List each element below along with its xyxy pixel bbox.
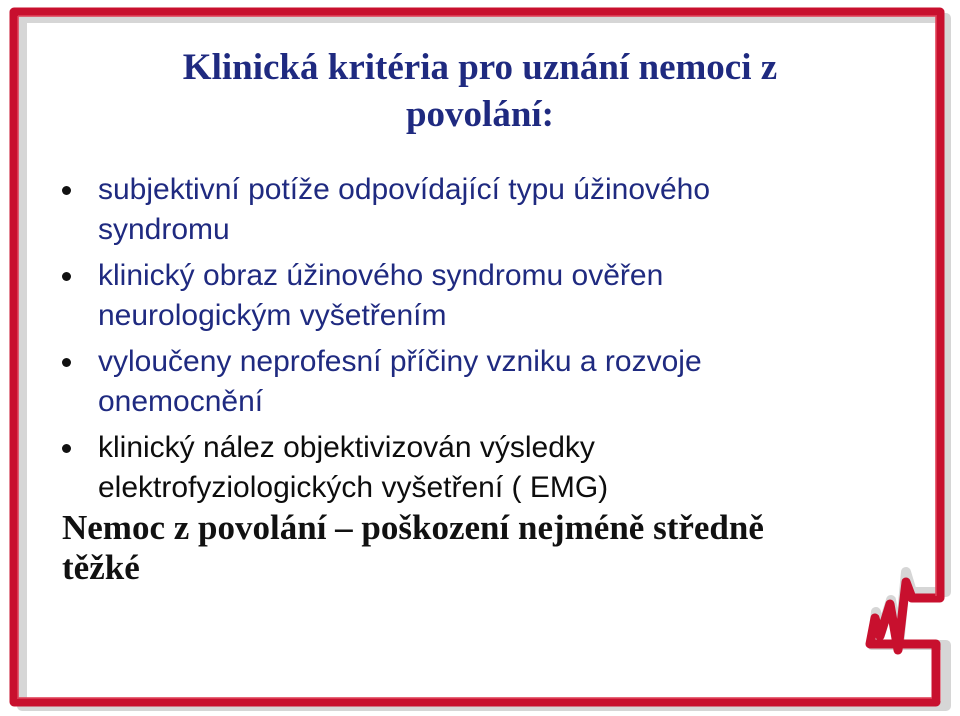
list-item-line-2: neurologickým vyšetřením [98,299,447,332]
bullet-dot-icon [62,186,71,195]
list-item-line-2: syndromu [98,213,230,246]
list-item [62,428,862,508]
list-item-line-1: klinický nález objektivizován výsledky [98,431,595,464]
list-item-line-2: onemocnění [98,385,264,418]
title-line-2: povolání: [405,94,555,135]
list-item [62,256,862,336]
conclusion-line-2: těžké [62,548,140,587]
conclusion-text [62,508,882,588]
conclusion-line-1: Nemoc z povolání – poškození nejméně středně [62,508,764,547]
list-item-line-2: elektrofyziologických vyšetření ( EMG) [98,471,609,504]
title-line-1: Klinická kritéria pro uznání nemoci z [182,47,778,88]
list-item-line-1: klinický obraz úžinového syndromu ověřen [98,259,664,292]
criteria-list [62,170,862,514]
bullet-dot-icon [62,358,71,367]
list-item-line-1: subjektivní potíže odpovídající typu úžinového [98,173,711,206]
slide-title [0,44,960,138]
bullet-dot-icon [62,444,71,453]
list-item [62,170,862,250]
list-item [62,342,862,422]
bullet-dot-icon [62,272,71,281]
list-item-line-1: vyloučeny neprofesní příčiny vzniku a rozvoje [98,345,702,378]
